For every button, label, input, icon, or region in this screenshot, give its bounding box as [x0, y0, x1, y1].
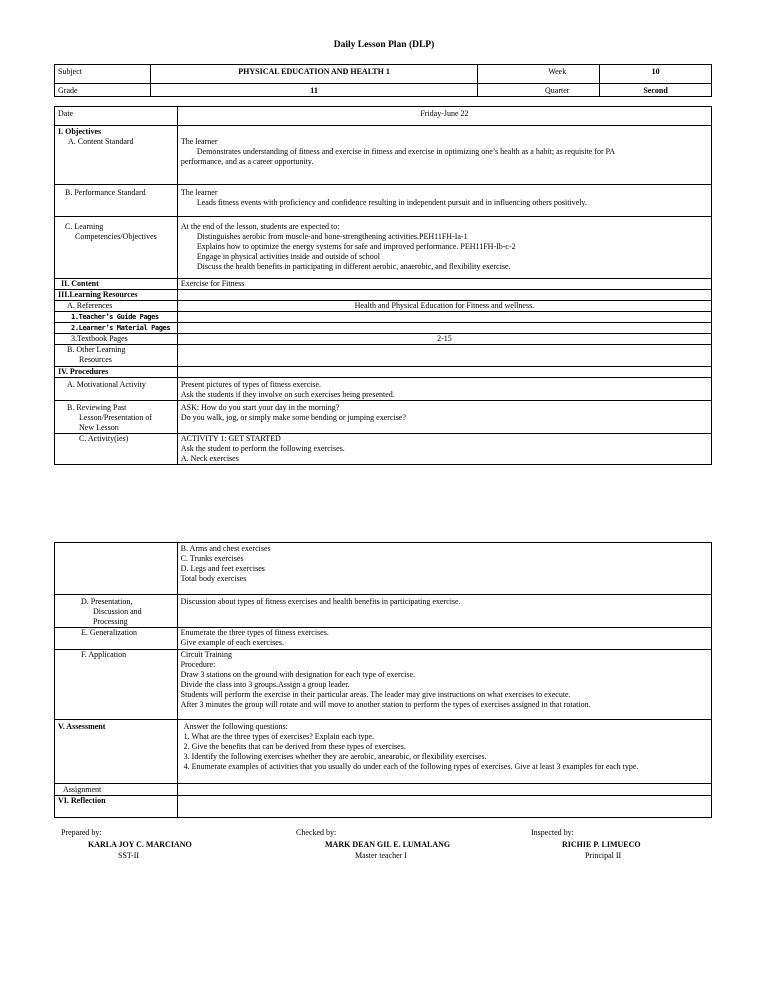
checked-by-label: Checked by: [296, 828, 337, 837]
reviewing-label [55, 401, 178, 434]
objectives-cell [55, 126, 178, 185]
quarter-label: Quarter [478, 84, 600, 97]
activity-line: C. Trunks exercises [180, 554, 244, 563]
application-line: Circuit Training [180, 650, 233, 659]
motivational-value [177, 378, 711, 401]
application-line: Procedure: [180, 660, 216, 669]
content-standard-line: The learner [180, 137, 218, 146]
activity-line: Total body exercises [180, 574, 247, 583]
activity-line: Ask the student to perform the following exercises. [180, 444, 345, 453]
inspected-by-name: RICHIE P. LIMUECO [562, 840, 641, 849]
reviewing-value [177, 401, 711, 434]
inspected-by-label: Inspected by: [531, 828, 574, 837]
other-resources-line: Resources [79, 355, 112, 364]
prepared-by-label: Prepared by: [61, 828, 102, 837]
assignment-label: Assignment [55, 784, 178, 796]
reviewing-label-line: B. Reviewing Past [67, 403, 127, 412]
presentation-label-line: Discussion and [93, 607, 142, 616]
generalization-line: Enumerate the three types of fitness exercises. [180, 628, 329, 637]
competencies-value [177, 217, 711, 279]
competency-line: Explains how to optimize the energy systems for safe and improved performance. PEH11FH-Ib-c-2 [196, 242, 516, 251]
motivational-line: Present pictures of types of fitness exercise. [180, 380, 322, 389]
assessment-heading: V. Assessment [55, 720, 178, 784]
date-label: Date [55, 107, 178, 126]
reflection-label: VI. Reflection [55, 796, 178, 818]
competency-line: Distinguishes aerobic from muscle-and bone-strengthening activities.PEH11FH-Ia-1 [196, 232, 468, 241]
application-value [177, 650, 711, 720]
procedures-heading: IV. Procedures [55, 367, 178, 378]
presentation-label-line: D. Presentation, [81, 597, 133, 606]
content-heading: II. Content [55, 279, 178, 290]
empty-cell [55, 543, 178, 595]
generalization-line: Give example of each exercises. [180, 638, 284, 647]
learners-material-label: 2.Learner’s Material Pages [55, 323, 178, 334]
content-value: Exercise for Fitness [177, 279, 711, 290]
activity-label: C. Activity(ies) [55, 434, 178, 465]
competency-line: At the end of the lesson, students are expected to: [180, 222, 340, 231]
teachers-guide-label: 1.Teacher’s Guide Pages [55, 312, 178, 323]
references-value: Health and Physical Education for Fitness and wellness. [177, 301, 711, 312]
objectives-heading: I. Objectives [58, 127, 102, 136]
competency-line: Discuss the health benefits in participating in different aerobic, anaerobic, and flexibility exercise. [196, 262, 511, 271]
reviewing-label-line: New Lesson [79, 423, 119, 432]
prepared-by-title: SST-II [118, 851, 140, 860]
reviewing-line: ASK: How do you start your day in the morning? [180, 403, 340, 412]
empty-cell [177, 312, 711, 323]
competencies-label-line: C. Learning [65, 222, 104, 231]
performance-standard-line: Leads fitness events with proficiency and confidence resulting in independent pursuit and in influencing others positively. [196, 198, 587, 207]
date-value: Friday-June 22 [177, 107, 711, 126]
empty-cell [177, 323, 711, 334]
activity-line: B. Arms and chest exercises [180, 544, 271, 553]
empty-cell [177, 784, 711, 796]
generalization-label: E. Generalization [55, 628, 178, 650]
content-standard-value [177, 126, 711, 185]
motivational-line: Ask the students if they involve on such exercises being presented. [180, 390, 395, 399]
assessment-value [177, 720, 711, 784]
assessment-line: 2. Give the benefits that can be derived from these types of exercises. [183, 742, 406, 751]
resources-heading: III.Learning Resources [55, 290, 178, 301]
application-line: Draw 3 stations on the ground with designation for each type of exercise. [180, 670, 416, 679]
week-value: 10 [600, 65, 712, 84]
content-standard-line: Demonstrates understanding of fitness and exercise in fitness and exercise in optimizing one’s health as a habit; as requisite for PA [196, 147, 616, 156]
checked-by-name: MARK DEAN GIL E. LUMALANG [325, 840, 451, 849]
competency-line: Engage in physical activities inside and outside of school [196, 252, 380, 261]
competencies-label [55, 217, 178, 279]
activity-line: A. Neck exercises [180, 454, 239, 463]
application-line: After 3 minutes the group will rotate and will move to another station to perform the types of exercises assigned in that rotation. [180, 700, 591, 709]
quarter-value: Second [600, 84, 712, 97]
checked-by-title: Master teacher I [355, 851, 407, 860]
motivational-label: A. Motivational Activity [55, 378, 178, 401]
other-resources-line: B. Other Learning [67, 345, 126, 354]
generalization-value [177, 628, 711, 650]
assessment-line: Answer the following questions: [183, 722, 288, 731]
assessment-line: 4. Enumerate examples of activities that you usually do under each of the following types of exercises. Give at least 3 examples for each type. [183, 762, 639, 771]
activity-line: D. Legs and feet exercises [180, 564, 265, 573]
assessment-line: 3. Identify the following exercises whether they are aerobic, anearobic, or flexibility exercises. [183, 752, 487, 761]
activity-value [177, 434, 711, 465]
prepared-by-name: KARLA JOY C. MARCIANO [88, 840, 192, 849]
competencies-label-line: Competencies/Objectives [75, 232, 157, 241]
references-label: A. References [55, 301, 178, 312]
activity-continued-value [177, 543, 711, 595]
performance-standard-label: B. Performance Standard [55, 185, 178, 217]
empty-cell [177, 796, 711, 818]
empty-cell [177, 367, 711, 378]
document-title: Daily Lesson Plan (DLP) [333, 40, 435, 50]
application-label: F. Application [55, 650, 178, 720]
content-standard-line: performance, and as a career opportunity. [180, 157, 314, 166]
inspected-by-title: Principal II [585, 851, 622, 860]
subject-value: PHYSICAL EDUCATION AND HEALTH 1 [150, 65, 477, 84]
header-table [54, 64, 712, 97]
subject-label: Subject [55, 65, 151, 84]
assessment-line: 1. What are the three types of exercises? Explain each type. [183, 732, 375, 741]
performance-standard-value [177, 185, 711, 217]
textbook-label: 3.Textbook Pages [55, 334, 178, 345]
presentation-value: Discussion about types of fitness exercises and health benefits in participating exercise. [177, 595, 711, 628]
other-resources-label [55, 345, 178, 367]
application-line: Students will perform the exercise in their particular areas. The leader may give instructions on what exercises to execute. [180, 690, 571, 699]
reviewing-label-line: Lesson/Presentation of [79, 413, 153, 422]
content-standard-label: A. Content Standard [68, 137, 134, 146]
application-line: Divide the class into 3 groups.Assign a group leader. [180, 680, 350, 689]
main-table-continued [54, 542, 712, 818]
main-table [54, 106, 712, 465]
activity-line: ACTIVITY 1: GET STARTED [180, 434, 281, 443]
performance-standard-line: The learner [180, 188, 218, 197]
empty-cell [177, 290, 711, 301]
presentation-label-line: Processing [93, 617, 128, 626]
reviewing-line: Do you walk, jog, or simply make some bending or jumping exercise? [180, 413, 406, 422]
presentation-label [55, 595, 178, 628]
week-label: Week [478, 65, 600, 84]
textbook-value: 2-15 [177, 334, 711, 345]
grade-value: 11 [150, 84, 477, 97]
grade-label: Grade [55, 84, 151, 97]
empty-cell [177, 345, 711, 367]
